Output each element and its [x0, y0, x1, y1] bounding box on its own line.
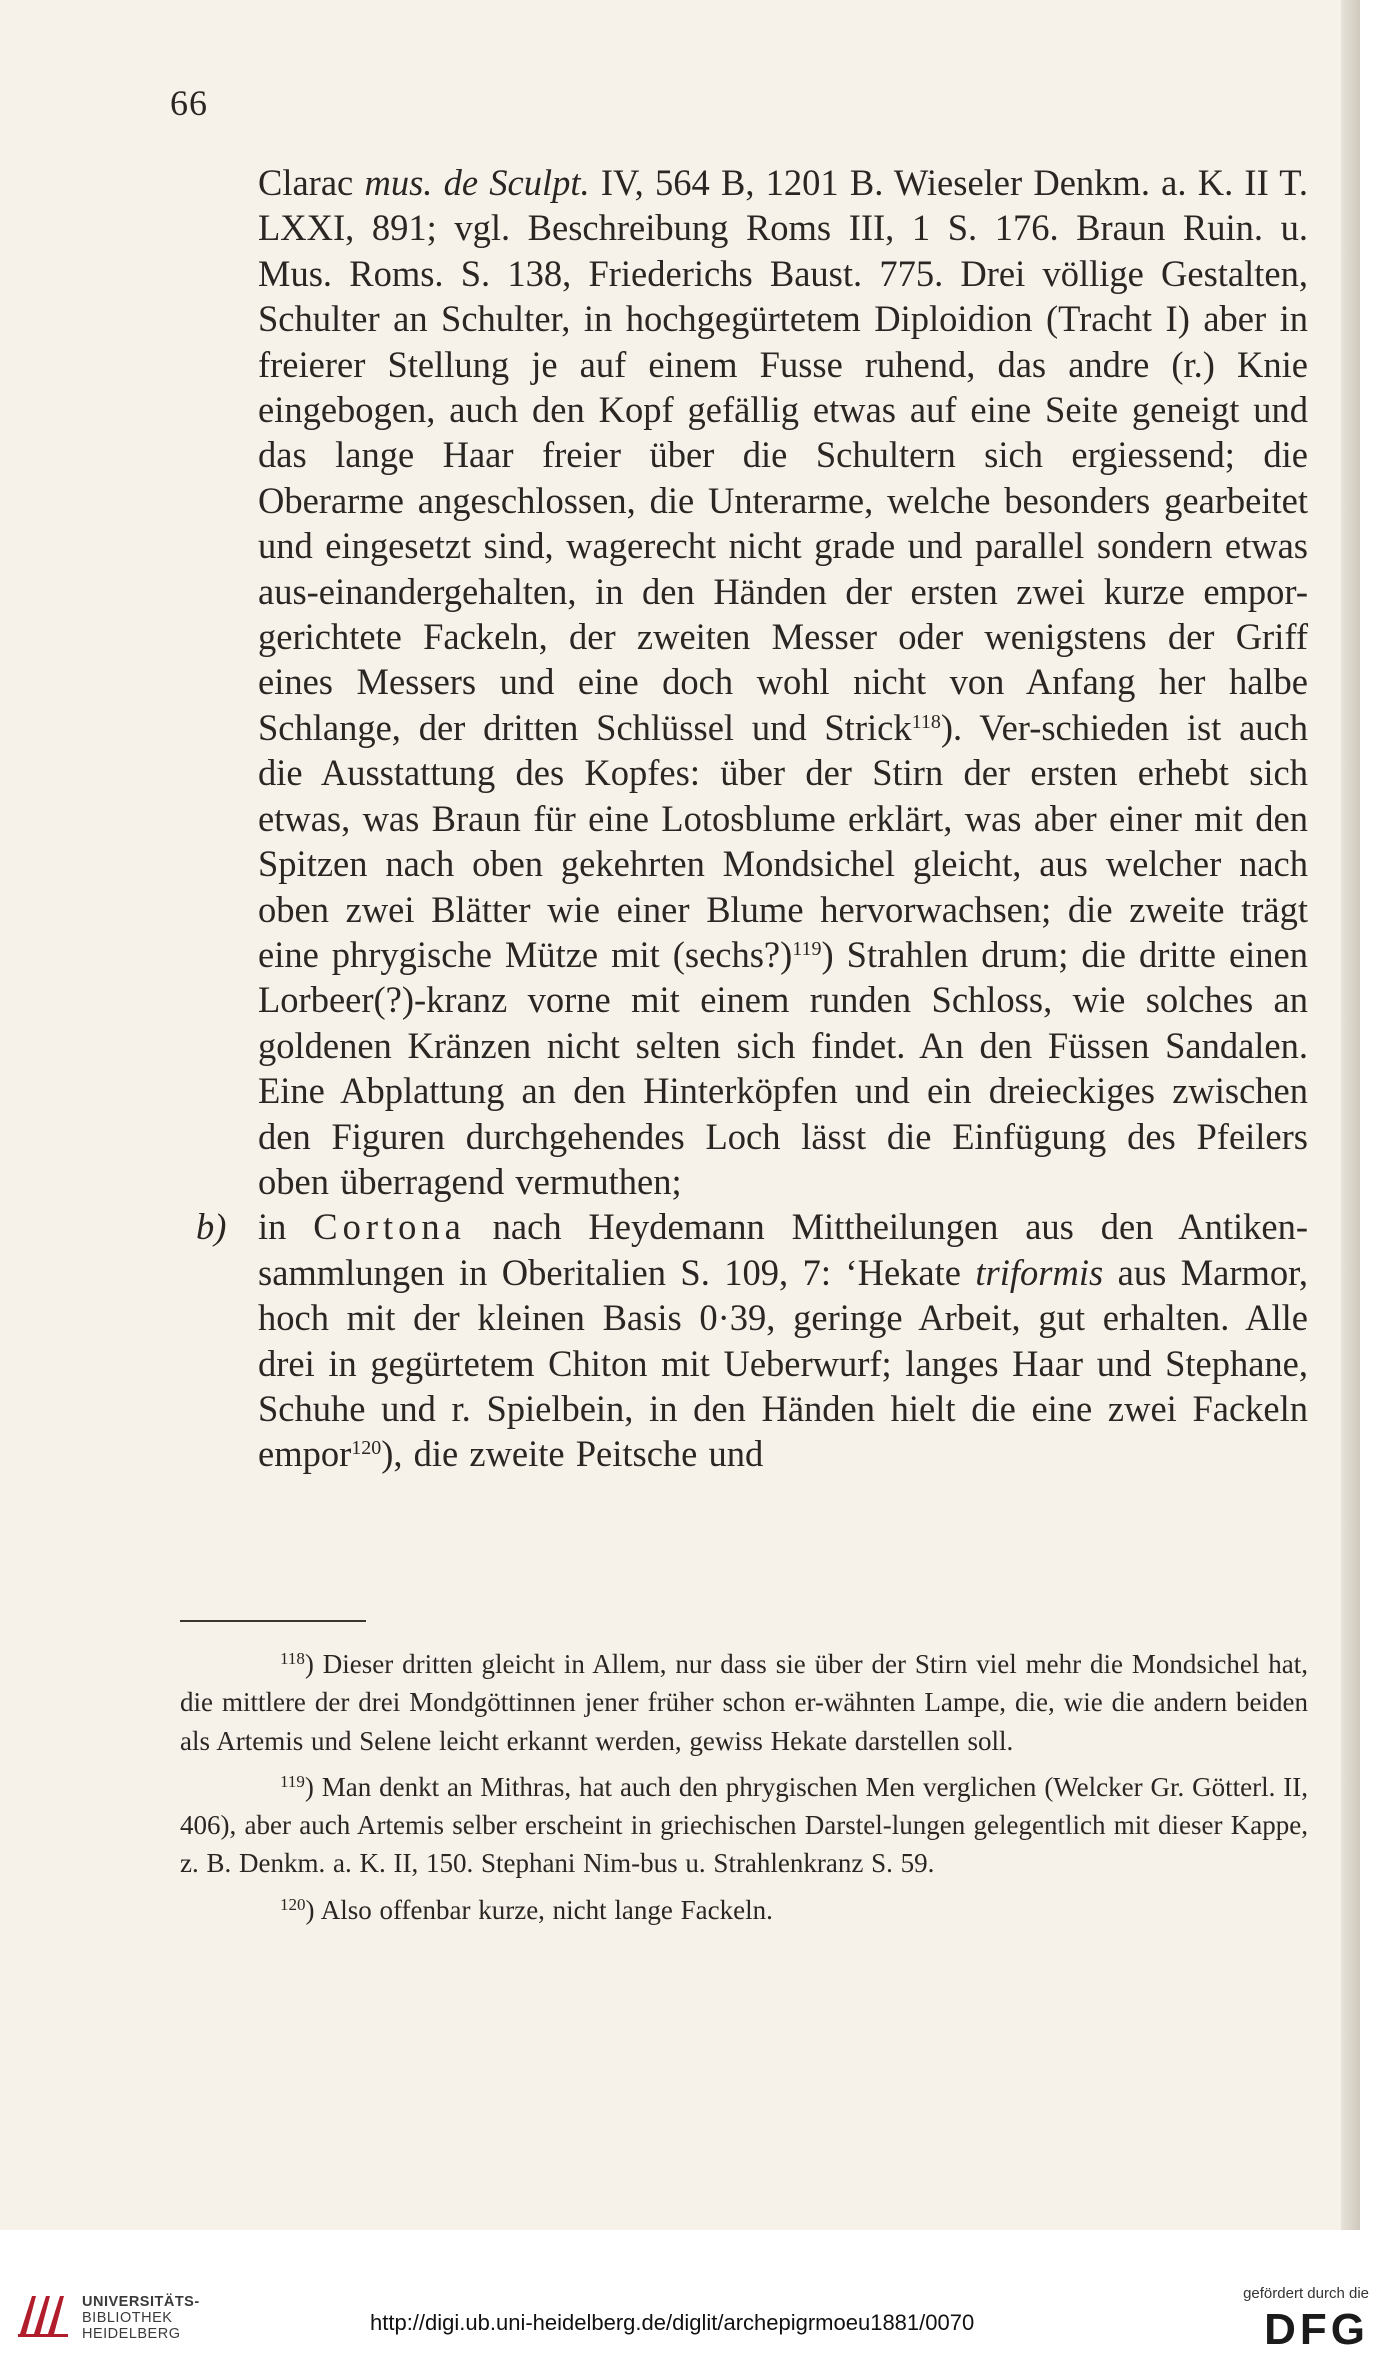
footnote-number: 119 — [280, 1771, 305, 1791]
footnote-divider — [180, 1620, 366, 1622]
italic-term: triformis — [975, 1251, 1104, 1293]
text-run: IV, 564 B, 1201 B. Wieseler Denkm. a. K. II T. LXXI, 891; vgl. Beschreibung Roms III, 1 S. 176. Braun Ruin. u. Mus. Roms. S. 138, Friederichs Baust. 775. Drei völlige Gestalten, Schulter an Schulter, in hochgegürtetem Diploidion (Tracht I) aber in freierer Stellung je auf einem Fusse ruhend, das andre (r.) Knie eingebogen, auch den Kopf gefällig etwas auf eine Seite geneigt und das lange Haar freier über die Schultern sich ergiessend; die Oberarme angeschlossen, die Unterarme, welche besonders gearbeitet und eingesetzt sind, wagerecht nicht grade und parallel sondern etwas aus-einandergehalten, in den Händen der ersten zwei kurze empor-gerichtete Fackeln, der zweiten Messer oder wenigstens der Griff eines Messers und eine doch wohl nicht von Anfang her halbe Schlange, der dritten Schlüssel und Strick — [258, 162, 1308, 748]
footnote-ref-120: 120 — [351, 1437, 382, 1460]
footnote-text: ) Man denkt an Mithras, hat auch den phrygischen Men verglichen (Welcker Gr. Götterl. II, 406), aber auch Artemis selber erscheint in griechischen Darstel-lungen gelegentlich mit dieser Kappe, z. B. Denkm. a. K. II, 150. Stephani Nim-bus u. Strahlenkranz S. 59. — [180, 1771, 1308, 1879]
page-number: 66 — [170, 83, 208, 123]
footnote-ref-119: 119 — [792, 937, 822, 960]
sponsor-label: gefördert durch die — [1243, 2285, 1369, 2302]
library-name-line: BIBLIOTHEK — [82, 2310, 173, 2326]
footnote-text: ) Dieser dritten gleicht in Allem, nur dass sie über der Stirn viel mehr die Mondsichel hat, die mittlere der drei Mondgöttinnen jener früher schon er-wähnten Lampe, die, wie die andern beiden als Artemis und Selene leicht erkannt werden, gewiss Hekate darstellen soll. — [180, 1649, 1308, 1756]
italic-citation: mus. de Sculpt. — [364, 162, 590, 203]
footnote-ref-118: 118 — [911, 710, 941, 733]
footnotes — [180, 1645, 1308, 1929]
permalink-url[interactable]: http://digi.ub.uni-heidelberg.de/diglit/archepigrmoeu1881/0070 — [370, 2310, 975, 2335]
text-run: ) Strahlen drum; die dritte einen Lorbeer(?)-kranz vorne mit einem runden Schloss, wie solches an goldenen Kränzen nicht selten sich findet. An den Füssen Sandalen. Eine Abplattung an den Hinterköpfen und ein dreieckiges zwischen den Figuren durchgehendes Loch lässt die Einfügung des Pfeilers oben überragend vermuthen; — [258, 933, 1308, 1202]
footnote-number: 120 — [280, 1894, 306, 1914]
dfg-logo: DFG — [1264, 2305, 1369, 2354]
item-label-b: b) — [196, 1206, 227, 1248]
footnote-119 — [180, 1768, 1308, 1883]
library-name-line: UNIVERSITÄTS- — [82, 2294, 200, 2310]
university-library-logo-icon — [14, 2290, 74, 2340]
text-run: aus Marmor, hoch mit der kleinen Basis 0·39, geringe Arbeit, gut erhalten. Alle drei in gegürtetem Chiton mit Ueberwurf; langes Haar und Stephane, Schuhe und r. Spielbein, in den Händen hielt die eine zwei Fackeln empor — [258, 1251, 1308, 1475]
paragraph-a — [258, 160, 1308, 1204]
paragraph-b — [196, 1204, 1308, 1476]
text-run: in — [258, 1206, 314, 1248]
library-name — [82, 2294, 200, 2342]
library-name-line: HEIDELBERG — [82, 2326, 181, 2342]
body-text — [196, 160, 1309, 1477]
text-run: ). Ver-schieden ist auch die Ausstattung des Kopfes: über der Stirn der ersten erhebt sich etwas, was Braun für eine Lotosblume erklärt, was aber einer mit den Spitzen nach oben gekehrten Mondsichel gleicht, aus welcher nach oben zwei Blätter wie einer Blume hervorwachsen; die zweite trägt eine phrygische Mütze mit (sechs?) — [258, 706, 1309, 975]
text-run: nach Heydemann Mittheilungen aus den Antiken-sammlungen in Oberitalien S. 109, 7: ‘Hekate — [258, 1206, 1308, 1293]
footnote-text: ) Also offenbar kurze, nicht lange Fackeln. — [305, 1894, 773, 1925]
footnote-number: 118 — [280, 1649, 305, 1668]
footnote-120 — [180, 1891, 1308, 1929]
text-run: ), die zweite Peitsche und — [381, 1433, 764, 1475]
footnote-118 — [180, 1645, 1308, 1760]
place-name: Cortona — [313, 1206, 466, 1248]
page-edge — [1341, 0, 1360, 2230]
text-run: Clarac — [258, 162, 365, 203]
